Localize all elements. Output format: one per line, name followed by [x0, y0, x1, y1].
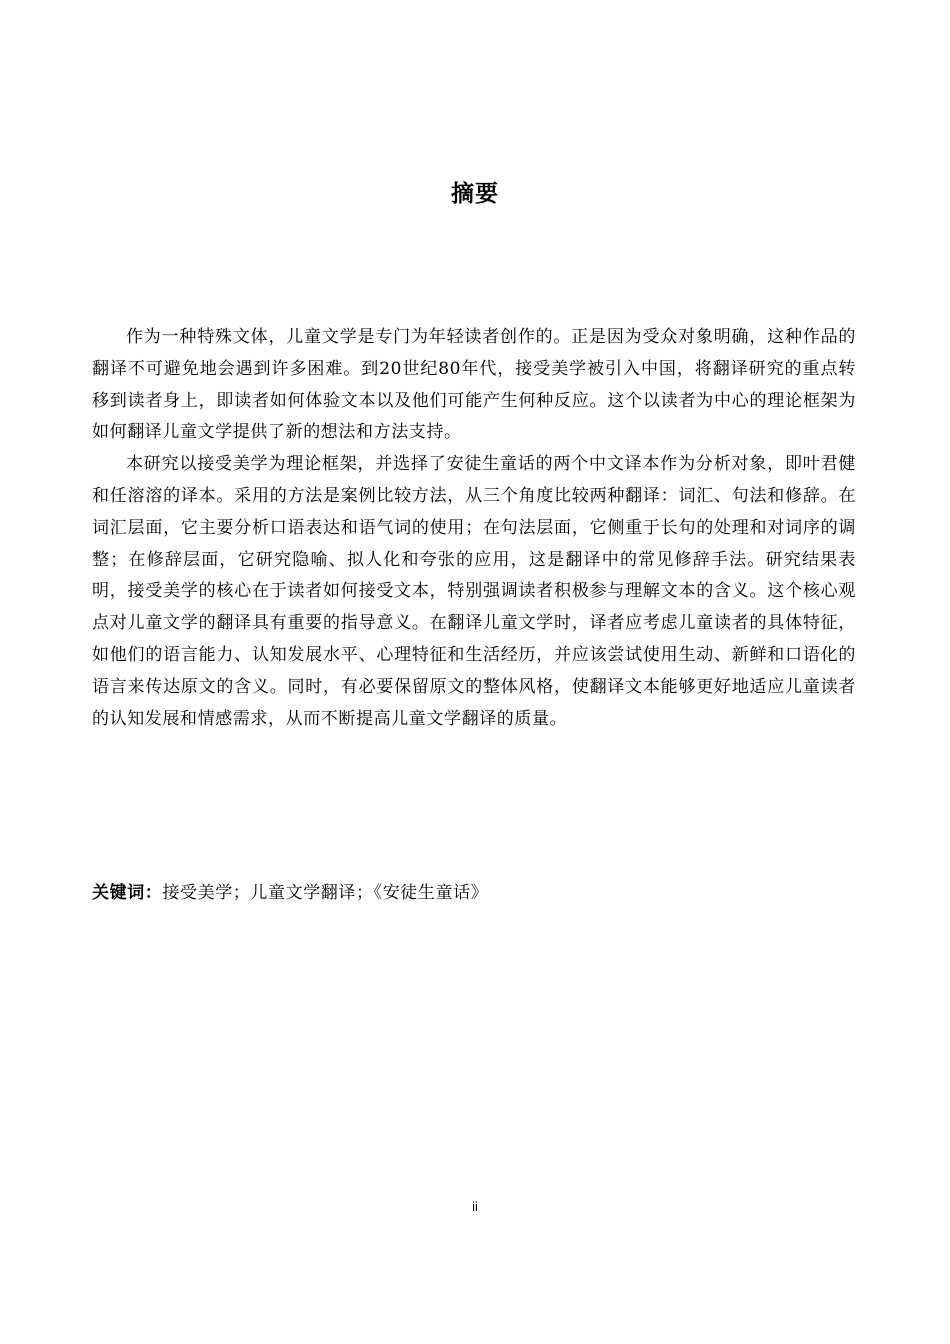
abstract-paragraph-2: 本研究以接受美学为理论框架，并选择了安徒生童话的两个中文译本作为分析对象，即叶君健和任溶溶的译本。采用的方法是案例比较方法，从三个角度比较两种翻译：词汇、句法和修辞。在词汇层面，它主要分析口语表达和语气词的使用；在句法层面，它侧重于长句的处理和对词序的调整；在修辞层面，它研究隐喻、拟人化和夸张的应用，这是翻译中的常见修辞手法。研究结果表明，接受美学的核心在于读者如何接受文本，特别强调读者积极参与理解文本的含义。这个核心观点对儿童文学的翻译具有重要的指导意义。在翻译儿童文学时，译者应考虑儿童读者的具体特征，如他们的语言能力、认知发展水平、心理特征和生活经历，并应该尝试使用生动、新鲜和口语化的语言来传达原文的含义。同时，有必要保留原文的整体风格，使翻译文本能够更好地适应儿童读者的认知发展和情感需求，从而不断提高儿童文学翻译的质量。: [92, 454, 856, 729]
keywords-label: 关键词：: [92, 883, 163, 903]
keywords-line: [92, 878, 856, 909]
abstract-body: [92, 322, 856, 735]
abstract-paragraph-1: 作为一种特殊文体，儿童文学是专门为年轻读者创作的。正是因为受众对象明确，这种作品的翻译不可避免地会遇到许多困难。到20世纪80年代，接受美学被引入中国，将翻译研究的重点转移到读者身上，即读者如何体验文本以及他们可能产生何种反应。这个以读者为中心的理论框架为如何翻译儿童文学提供了新的想法和方法支持。: [92, 327, 856, 443]
keywords-text: 接受美学；儿童文学翻译；《安徒生童话》: [162, 883, 489, 903]
page-number: ii: [472, 1199, 478, 1214]
page-title: 摘要: [451, 181, 499, 207]
